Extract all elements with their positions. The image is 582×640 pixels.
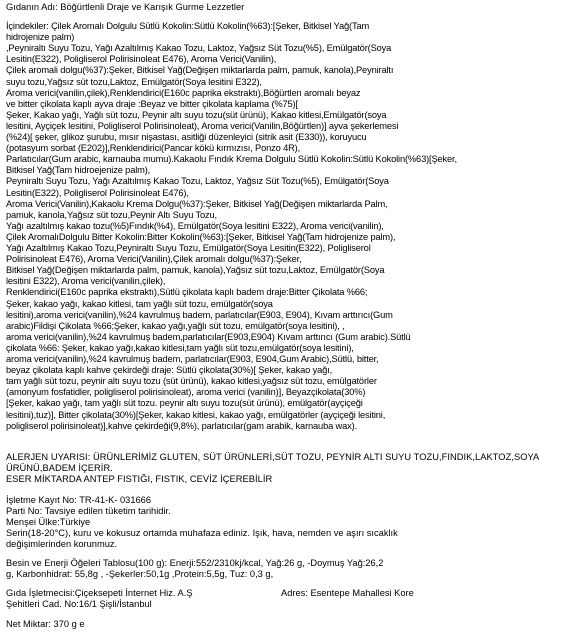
ingredients-line: Çilek aromali dolgu(%37):Şeker, Bitkisel Yağ(Değişen miktarlarda palm, pamuk, kanola),Peyniraltı [6, 65, 394, 76]
ingredients-line: beyaz çikolata kaplı kahve çekirdeği draje: Sütlü çikolata(30%)[ Şeker, kakao yağı, [6, 365, 333, 376]
food-business-operator: Gıda İşletmecisi:Çiçeksepeti İnternet Hiz. A.Ş [6, 588, 193, 598]
ingredients-line: lesitini E322), Aroma verici(vanilin,çilek), [6, 276, 166, 287]
ingredients-line: hidrojenize palm) [6, 32, 75, 43]
ingredients-line: Çilek AromalıDolgulu Bitter Kokolin:Bitter Kokolin(%63):[Şeker, Bitkisel Yağ(Tam hidrojenize palm), [6, 231, 396, 242]
nutrition-facts-line: g, Karbonhidrat: 55,8g , -Şekerler:50,1g ,Protein:5,5g, Tuz: 0,3 g, [6, 569, 274, 579]
ingredients-line: Lesitin(E322), Poligliserol Polirisinoleat E476), [6, 187, 189, 198]
ingredients-line: (amonyum fosfatidler, poligliserol polirisinoleat), aroma verici (vanilin)], Beyazçikolata(30%) [6, 387, 366, 398]
ingredients-line: pamuk, kanola,Yağsız süt tozu,Peynir Altı Suyu Tozu, [6, 209, 217, 220]
ingredients-line: ,Peyniraltı Suyu Tozu, Yağı Azaltılmış Kakao Tozu, Laktoz, Yağsız Süt Tozu(%5), Emülgatör(Soya [6, 43, 392, 54]
ingredients-line: Yağı azaltılmış kakao tozu(%5)Fındık(%4), Emülgatör(Soya lesitini E322), Aroma verici(vanilin), [6, 220, 384, 231]
ingredients-line: Şeker, kakao yağı, kakao kitlesi, tam yağlı süt tozu, emülgatör(soya [6, 298, 273, 309]
address-label: Adres: Esentepe Mahallesi Kore [281, 588, 414, 598]
ingredients-line: tam yağlı süt tozu, peynir altı suyu tozu (süt ürünü), kakao kitlesi,yağsız süt tozu, emülgatörler [6, 376, 377, 387]
ingredients-line: aroma verici(vanilin),%24 kavrulmuş badem,parlatıcılar(E903,E904) Kıvam arttırıcı (Gum arabic).Sütlü [6, 331, 411, 342]
ingredients-line: Parlatıcılar(Gum arabic, karnauba mumu).Kakaolu Fındık Krema Dolgulu Sütlü Kokolin:Sütlü Kokolin(%63)[Şeker, [6, 154, 457, 165]
ingredients-line: poligliserol polirisinoleat)],kahve çekirdeği(9,8%), parlatıcılar(gam arabik, karnauba wax). [6, 420, 358, 431]
storage-instructions-line: değişimlerinden korunmuz. [6, 539, 118, 549]
ingredients-line: İçindekiler: Çilek Aromalı Dolgulu Sütlü Kokolin:Sütlü Kokolin(%63):[Şeker, Bitkisel Yağ(Tam [6, 21, 370, 31]
allergen-warning-line: ALERJEN UYARISI: ÜRÜNLERİMİZ GLUTEN, SÜT ÜRÜNLERİ,SÜT TOZU, PEYNİR ALTI SUYU TOZU,FINDIK,LAKTOZ,SOYA [6, 452, 540, 462]
ingredients-line: (%24)[ şeker, glikoz şurubu, mısır nişastası, asitliği düzenleyici (sitrik asit (E330)), koruyucu [6, 132, 367, 142]
registration-number: İşletme Kayıt No: TR-41-K- 031666 [6, 495, 152, 505]
nutrition-facts-line: Besin ve Enerji Öğeleri Tablosu(100 g): Enerji:552/2310kj/kcal, Yağ:26 g, -Doymuş Yağ:26,2 [6, 558, 384, 568]
lot-number: Parti No: Tavsiye edilen tüketim tarihidir. [6, 506, 171, 516]
ingredients-line: lesitini),tuz)], Bitter çikolata(30%)[Şeker, kakao kitlesi, kakao yağı, emülgatörler (ayçiçeği lesitini, [6, 409, 386, 420]
ingredients-line: [Şeker, kakao yağı, tam yağlı süt tozu. peynir altı suyu tozu(süt ürünü), emülgatör(ayçiçeği [6, 398, 363, 409]
ingredients-line: Şeker, Kakao yağı, Yağlı süt tozu, Peynir altı suyu tozu(süt ürünü), Kakao kitlesi,Emülgatör(soya [6, 109, 387, 120]
ingredients-line: suyu tozu,Yağsız süt tozu,Laktoz, Emülgatör(Soya lesitini E322), [6, 76, 262, 87]
allergen-warning-line: ÜRÜNÜ,BADEM İÇERİR. [6, 463, 113, 473]
ingredients-line: çikolata %66: Şeker, kakao yağı,kakao kitlesi,tam yağlı süt tozu,emülgatör(soya lesitini), [6, 342, 354, 353]
allergen-warning-line: ESER MİKTARDA ANTEP FISTIĞI, FISTIK, CEVİZ İÇEREBİLİR [6, 474, 273, 484]
ingredients-line: aroma verici(vanilin),%24 kavrulmuş badem, parlatıcılar(E903, E904,Gum Arabic),Sütlü, bitter, [6, 354, 379, 364]
ingredients-line: Yağı Azaltılmış Kakao Tozu,Peyniraltı Suyu Tozu, Emülgatör(Soya Lesitin(E322), Poligliserol [6, 243, 371, 253]
address-street: Şehitleri Cad. No:16/1 Şişli/İstanbul [6, 599, 152, 609]
ingredients-line: Aroma Verici(Vanilin),Kakaolu Krema Dolgu(%37):Şeker, Bitkisel Yağ(Değişen miktarlarda Palm, [6, 198, 388, 209]
ingredients-line: Peyniraltı Suyu Tozu, Yağı Azaltılmış Kakao Tozu, Laktoz, Yağsız Süt Tozu(%5), Emülgatör(Soya [6, 176, 389, 187]
ingredients-line: ve bitter çikolata kaplı ayva draje :Beyaz ve bitter çikolata kaplama (%75)[ [6, 98, 298, 109]
net-weight: Net Miktar: 370 g e [6, 619, 85, 629]
storage-instructions-line: Serin(18-20°C), kuru ve kokusuz ortamda muhafaza ediniz. Işık, hava, nemden ve aşırı sıcaklık [6, 528, 398, 538]
ingredients-line: (potasyum sorbat (E202)],Renklendirici(Pancar kökü kırmızısı, Ponzo 4R), [6, 143, 301, 154]
ingredients-line: Bitkisel Yağ(Tam hidroejenize palm), [6, 165, 151, 176]
ingredients-line: Aroma verici(vanilin,çilek),Renklendirici(E160c paprika ekstraktı),Böğürtlen aromalı beyaz [6, 87, 361, 98]
ingredients-line: Polirisinoleat E476), Aroma Verici(Vanilin),Çilek aromalı dolgu(%37):Şeker, [6, 254, 302, 265]
ingredients-line: Lesitin(E322), Poligliserol Polirisinoleat E476), Aroma Verici(Vanilin), [6, 54, 277, 65]
product-name: Gıdanın Adı: Böğürtlenli Draje ve Karışık Gurme Lezzetler [6, 2, 245, 12]
ingredients-line: Renklendirici(E160c paprika ekstraktı),Sütlü çikolata kaplı badem draje:Bitter Çikolata %66; [6, 287, 368, 298]
ingredients-line: lesitini),aroma verici(vanilin),%24 kavrulmuş badem, parlatıcılar(E903, E904), Kıvam arttırıcı(Gum [6, 309, 393, 320]
ingredients-line: lesitini, Ayçiçek lesitini, Poligliserol Polirisinoleat), Aroma verici(Vanilin,Böğürtlen)] ayva şekerlemesi [6, 120, 399, 131]
ingredients-line: Bitkisel Yağ(Değişen miktarlarda palm, pamuk, kanola),Yağsız süt tozu,Laktoz, Emülgatör(Soya [6, 265, 385, 276]
ingredients-line: arabic)Fildişi Çikolata %66;Şeker, kakao yağı,yağlı süt tozu, emülgatör(soya lesitini), , [6, 320, 345, 331]
country-of-origin: Menşei Ülke:Türkiye [6, 517, 91, 527]
